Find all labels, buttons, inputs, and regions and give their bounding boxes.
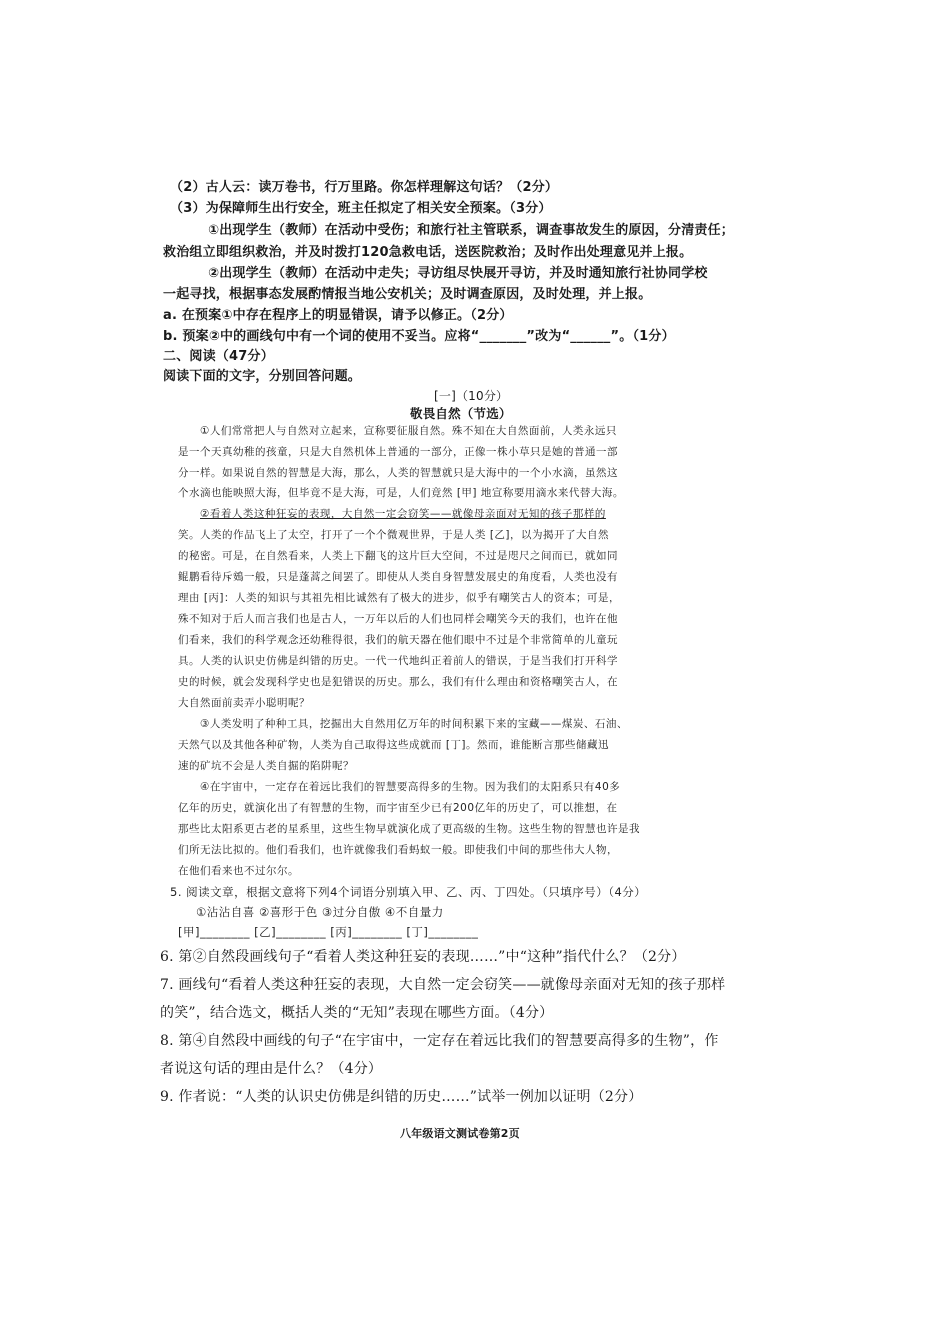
question-3: （3）为保障师生出行安全，班主任拟定了相关安全预案。（3分） <box>170 201 552 216</box>
passage-line: 鲲鹏看待斥鴳一般，只是蓬蒿之间罢了。即使从人类自身智慧发展史的角度看，人类也没有 <box>178 571 618 583</box>
passage-line: ③人类发明了种种工具，挖掘出大自然用亿万年的时间积累下来的宝藏——煤炭、石油、 <box>200 718 628 730</box>
question-7-line-1: 7. 画线句“看着人类这种狂妄的表现，大自然一定会窃笑——就像母亲面对无知的孩子那样 <box>160 977 726 993</box>
question-2: （2）古人云：读万卷书，行万里路。你怎样理解这句话？（2分） <box>170 180 559 195</box>
plan-2-line-1: ②出现学生（教师）在活动中走失；寻访组尽快展开寻访，并及时通知旅行社协同学校 <box>208 266 708 281</box>
passage-line: 大自然面前卖弄小聪明呢？ <box>178 697 310 709</box>
plan-2-line-2: 一起寻找，根据事态发展酌情报当地公安机关；及时调查原因，及时处理，并上报。 <box>163 287 652 302</box>
plan-1-line-1: ①出现学生（教师）在活动中受伤；和旅行社主管联系，调查事故发生的原因，分清责任； <box>208 223 735 238</box>
sub-question-b: b. 预案②中的画线句中有一个词的使用不妥当。应将“_______”改为“______”。（1分） <box>163 329 675 344</box>
passage-line: 们看来，我们的科学观念还幼稚得很，我们的航天器在他们眼中不过是个非常简单的儿童玩 <box>178 634 618 646</box>
passage-line: 具。人类的认识史仿佛是纠错的历史。一代一代地纠正着前人的错误，于是当我们打开科学 <box>178 655 618 667</box>
sub-question-a: a. 在预案①中存在程序上的明显错误，请予以修正。（2分） <box>163 308 513 323</box>
passage-line: 速的矿坑不会是人类自掘的陷阱呢？ <box>178 760 354 772</box>
part-label: [一]（10分） <box>434 389 509 403</box>
section-instruction: 阅读下面的文字，分别回答问题。 <box>163 369 362 384</box>
passage-line: ①人们常常把人与自然对立起来，宣称要征服自然。殊不知在大自然面前，人类永远只 <box>200 425 617 437</box>
passage-line: 们所无法比拟的。他们看我们，也许就像我们看蚂蚁一般。即使我们中间的那些伟大人物， <box>178 844 618 856</box>
question-5: 5. 阅读文章，根据文意将下列4个词语分别填入甲、乙、丙、丁四处。（只填序号）（4分） <box>170 885 647 899</box>
question-9: 9. 作者说：“人类的认识史仿佛是纠错的历史……”试举一例加以证明（2分） <box>160 1089 643 1105</box>
question-8-line-2: 者说这句话的理由是什么？（4分） <box>160 1061 383 1077</box>
passage-line: 亿年的历史，就演化出了有智慧的生物，而宇宙至少已有200亿年的历史了，可以推想，在 <box>178 802 618 814</box>
passage-line: 的秘密。可是，在自然看来，人类上下翻飞的这片巨大空间，不过是咫尺之间而已，就如同 <box>178 550 618 562</box>
passage-title: 敬畏自然（节选） <box>410 406 512 421</box>
question-8-line-1: 8. 第④自然段中画线的句子“在宇宙中，一定存在着远比我们的智慧要高得多的生物”，作 <box>160 1033 719 1049</box>
passage-line: 那些比太阳系更古老的星系里，这些生物早就演化成了更高级的生物。这些生物的智慧也许是我 <box>178 823 640 835</box>
question-7-line-2: 的笑”，结合选文，概括人类的“无知”表现在哪些方面。（4分） <box>160 1005 554 1021</box>
passage-line: 是一个天真幼稚的孩童，只是大自然机体上普通的一部分，正像一株小草只是她的普通一部 <box>178 446 618 458</box>
passage-line: 在他们看来也不过尔尔。 <box>178 865 299 877</box>
passage-line: 史的时候，就会发现科学史也是犯错误的历史。那么，我们有什么理由和资格嘲笑古人，在 <box>178 676 618 688</box>
passage-line: ②看着人类这种狂妄的表现，大自然一定会窃笑——就像母亲面对无知的孩子那样的 <box>200 508 606 520</box>
question-6: 6. 第②自然段画线句子“看着人类这种狂妄的表现……”中“这种”指代什么？（2分） <box>160 949 686 965</box>
passage-line: 殊不知对于后人而言我们也是古人，一万年以后的人们也同样会嘲笑今天的我们，也许在他 <box>178 613 618 625</box>
page-footer: 八年级语文测试卷第2页 <box>400 1127 520 1140</box>
question-5-options: ①沾沾自喜 ②喜形于色 ③过分自傲 ④不自量力 <box>196 905 444 919</box>
plan-1-line-2: 救治组立即组织救治，并及时拨打120急救电话，送医院救治；及时作出处理意见并上报。 <box>163 245 693 260</box>
passage-line: 天然气以及其他各种矿物，人类为自己取得这些成就而 [丁]。然而，谁能断言那些储藏迅 <box>178 739 610 751</box>
section-heading: 二、阅读（47分） <box>163 349 274 364</box>
passage-line: 理由 [丙]：人类的知识与其祖先相比诚然有了极大的进步，似乎有嘲笑古人的资本；可是， <box>178 592 621 604</box>
passage-line: 分一样。如果说自然的智慧是大海，那么，人类的智慧就只是大海中的一个小水滴，虽然这 <box>178 467 618 479</box>
passage-line: 笑。人类的作品飞上了太空，打开了一个个微观世界，于是人类 [乙]，以为揭开了大自然 <box>178 529 610 541</box>
passage-line: 个水滴也能映照大海，但毕竟不是大海，可是，人们竟然 [甲] 地宣称要用滴水来代替大海。 <box>178 487 624 499</box>
question-5-blanks: [甲]________ [乙]________ [丙]________ [丁]________ <box>178 925 479 939</box>
passage-line: ④在宇宙中，一定存在着远比我们的智慧要高得多的生物。因为我们的太阳系只有40多 <box>200 781 621 793</box>
